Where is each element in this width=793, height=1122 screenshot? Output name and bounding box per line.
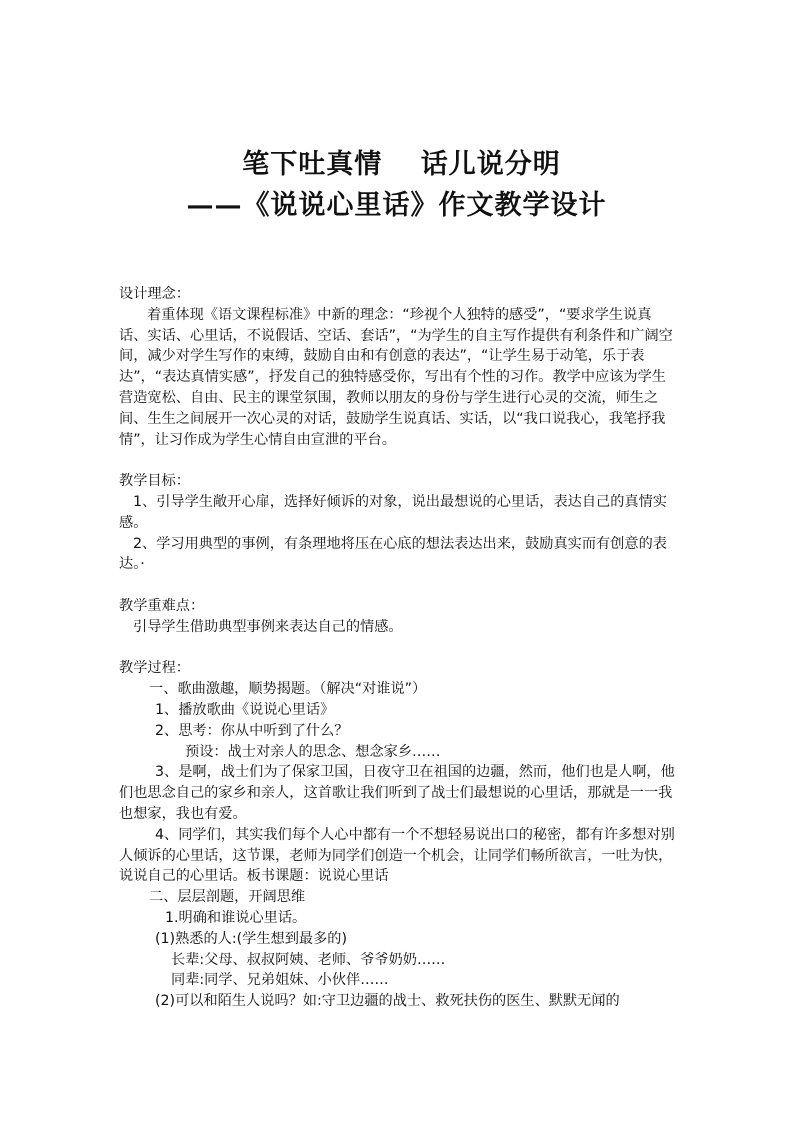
spacer bbox=[119, 638, 679, 659]
section-heading-teaching-goals: 教学目标： bbox=[119, 473, 190, 490]
document-body bbox=[119, 284, 679, 1012]
teaching-goal-item: 2、学习用典型的事例，有条理地将压在心底的想法表达出来，鼓励真实而有创意的表达。· bbox=[119, 535, 667, 573]
section-heading-key-points: 教学重难点： bbox=[119, 597, 205, 614]
section-heading-design-concept: 设计理念： bbox=[119, 286, 190, 302]
design-concept-paragraph: 着重体现《语文课程标准》中新的理念：“珍视个人独特的感受”，“要求学生说真话、实话、心里话，不说假话、空话、套话”，“为学生的自主写作提供有利条件和广阔空间，减少对学生写作的束缚，鼓励自由和有创意的表达”，“让学生易于动笔，乐于表达”，“表达真情实感”，抒发自己的独特感受你，写出有个性的习作。教学中应该为学生营造宽松、自由、民主的课堂氛围，教师以朋友的身份与学生进行心灵的交流，师生之间、生生之间展开一次心灵的对话，鼓励学生说真话、实话，以“我口说我心，我笔抒我情”，让习作成为学生心情自由宣泄的平台。 bbox=[119, 306, 673, 448]
process-step-2-1: 1.明确和谁说心里话。 bbox=[165, 909, 307, 926]
title-line-2: ——《说说心里话》作文教学设计 bbox=[186, 190, 607, 221]
process-step-1-2: 2、思考：你从中听到了什么？ bbox=[155, 722, 349, 739]
process-step-2: 二、层层剖题，开阔思维 bbox=[149, 889, 306, 906]
process-step-1-3: 3、是啊，战士们为了保家卫国，日夜守卫在祖国的边疆，然而，他们也是人啊，他们也思念自己的家乡和亲人，这首歌让我们听到了战士们最想说的心里话，那就是一一我也想家，我也有爱。 bbox=[119, 764, 675, 822]
spacer bbox=[119, 575, 679, 596]
section-heading-teaching-process: 教学过程： bbox=[119, 660, 190, 677]
spacer bbox=[119, 450, 679, 471]
process-step-2-1-a: (1)熟悉的人:(学生想到最多的) bbox=[155, 930, 348, 947]
title-line-1: 笔下吐真情 话儿说分明 bbox=[242, 149, 561, 180]
process-step-1: 一、歌曲激趣，顺势揭题。（解决“对谁说”） bbox=[149, 681, 427, 698]
process-step-2-1-a-peer: 同辈:同学、兄弟姐妹、小伙伴…… bbox=[171, 972, 389, 989]
key-point-item: 引导学生借助典型事例来表达自己的情感。 bbox=[133, 618, 403, 635]
process-step-2-1-b: (2)可以和陌生人说吗？如:守卫边疆的战士、救死扶伤的医生、默默无闻的 bbox=[155, 993, 620, 1010]
teaching-goal-item: 1、引导学生敞开心扉，选择好倾诉的对象，说出最想说的心里话，表达自己的真情实感。 bbox=[119, 493, 667, 531]
process-step-1-1: 1、播放歌曲《说说心里话》 bbox=[155, 701, 335, 718]
process-step-1-4: 4、同学们，其实我们每个人心中都有一个不想轻易说出口的秘密，都有许多想对别人倾诉的心里话，这节课，老师为同学们创造一个机会，让同学们畅所欲言，一吐为快，说说自己的心里话。板书课题：说说心里话 bbox=[119, 826, 675, 885]
process-step-2-1-a-elder: 长辈:父母、叔叔阿姨、老师、爷爷奶奶…… bbox=[171, 951, 446, 968]
process-step-1-2-preset: 预设：战士对亲人的思念、想念家乡…… bbox=[185, 743, 441, 760]
